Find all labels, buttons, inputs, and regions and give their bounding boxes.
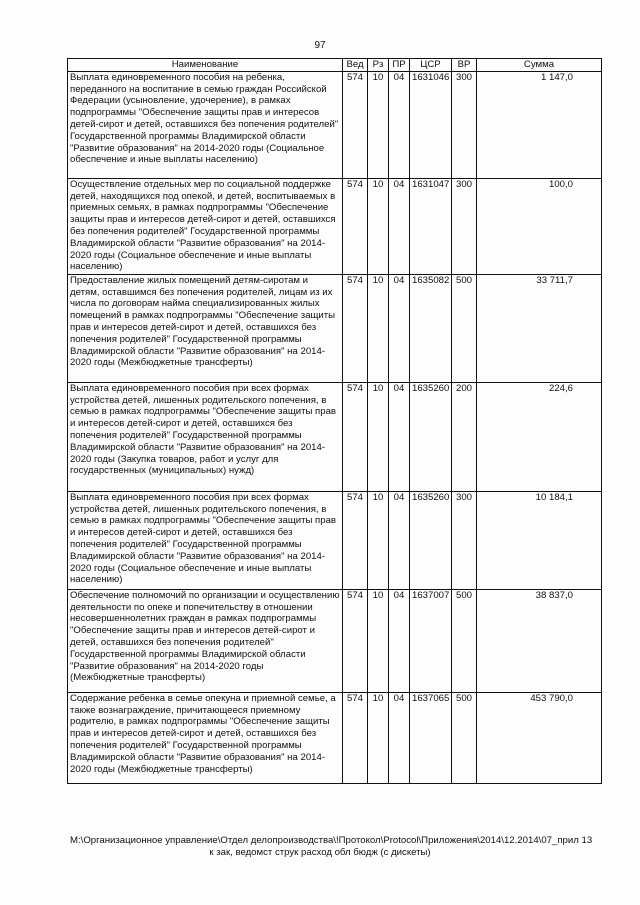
row-ved: 574	[343, 382, 368, 491]
header-vr: ВР	[452, 59, 477, 72]
row-vr: 500	[452, 692, 477, 783]
row-sum: 100,0	[477, 178, 602, 274]
row-ved: 574	[343, 274, 368, 382]
row-name: Осуществление отдельных мер по социальной поддержке детей, находящихся под опекой, и детей, воспитываемых в приемных семьях, в рамках подпрограммы "Обеспечение защиты прав и интересов детей-сирот и детей, оставшихся без попечения родителей" Государственной программы Владимирской области "Развитие образования" на 2014-2020 годы (Социальное обеспечение и иные выплаты населению)	[68, 178, 343, 274]
table-row	[68, 382, 602, 491]
row-csr: 1631046	[410, 71, 452, 178]
row-ved: 574	[343, 491, 368, 589]
row-name: Выплата единовременного пособия при всех формах устройства детей, лишенных родительского попечения, в семью в рамках подпрограммы "Обеспечение защиты прав и интересов детей-сирот и детей, оставшихся без попечения родителей" Государственной программы Владимирской области "Развитие образования" на 2014-2020 годы (Закупка товаров, работ и услуг для государственных (муниципальных) нужд)	[68, 382, 343, 491]
header-name: Наименование	[68, 59, 343, 72]
row-ved: 574	[343, 178, 368, 274]
row-name: Обеспечение полномочий по организации и осуществлению деятельности по опеке и попечительству в отношении несовершеннолетних граждан в рамках подпрограммы "Обеспечение защиты прав и интересов детей-сирот и детей, оставшихся без попечения родителей" Государственной программы Владимирской области "Развитие образования" на 2014-2020 годы (Межбюджетные трансферты)	[68, 589, 343, 692]
row-pr: 04	[389, 692, 410, 783]
row-rz: 10	[368, 71, 389, 178]
row-ved: 574	[343, 71, 368, 178]
row-pr: 04	[389, 71, 410, 178]
header-pr: ПР	[389, 59, 410, 72]
table-row	[68, 491, 602, 589]
table-row	[68, 589, 602, 692]
row-vr: 300	[452, 178, 477, 274]
budget-table	[67, 58, 602, 784]
row-pr: 04	[389, 382, 410, 491]
row-name: Предоставление жилых помещений детям-сиротам и детям, оставшимся без попечения родителей, лицам из их числа по договорам найма специализированных жилых помещений в рамках подпрограммы "Обеспечение защиты прав и интересов детей-сирот и детей, оставшихся без попечения родителей" Государственной программы Владимирской области "Развитие образования" на 2014-2020 годы (Межбюджетные трансферты)	[68, 274, 343, 382]
row-sum: 38 837,0	[477, 589, 602, 692]
row-rz: 10	[368, 178, 389, 274]
footer	[0, 835, 640, 859]
row-rz: 10	[368, 274, 389, 382]
row-sum: 1 147,0	[477, 71, 602, 178]
row-vr: 300	[452, 71, 477, 178]
row-sum: 10 184,1	[477, 491, 602, 589]
footer-file-path: M:\Организационное управление\Отдел делопроизводства\!Протокол\Protocol\Приложения\2014\12.2014\07_прил 13	[70, 835, 593, 846]
row-vr: 500	[452, 274, 477, 382]
row-name: Содержание ребенка в семье опекуна и приемной семье, а также вознаграждение, причитающееся приемному родителю, в рамках подпрограммы "Обеспечение защиты прав и интересов детей-сирот и детей, оставшихся без попечения родителей" Государственной программы Владимирской области "Развитие образования" на 2014-2020 годы (Межбюджетные трансферты)	[68, 692, 343, 783]
row-rz: 10	[368, 692, 389, 783]
row-name: Выплата единовременного пособия на ребенка, переданного на воспитание в семью граждан Российской Федерации (усыновление, удочерение), в рамках подпрограммы "Обеспечение защиты прав и интересов детей-сирот и детей, оставшихся без попечения родителей" Государственной программы Владимирской области "Развитие образования" на 2014-2020 годы (Социальное обеспечение и иные выплаты населению)	[68, 71, 343, 178]
row-csr: 1637007	[410, 589, 452, 692]
table-row	[68, 178, 602, 274]
page-number: 97	[314, 40, 326, 51]
row-csr: 1637065	[410, 692, 452, 783]
row-csr: 1631047	[410, 178, 452, 274]
header-ved: Вед	[343, 59, 368, 72]
table-row	[68, 274, 602, 382]
footer-file-description: к зак, ведомст струк расход обл бюдж (с дискеты)	[209, 847, 431, 858]
table-row	[68, 692, 602, 783]
row-vr: 500	[452, 589, 477, 692]
row-sum: 453 790,0	[477, 692, 602, 783]
row-name: Выплата единовременного пособия при всех формах устройства детей, лишенных родительского попечения, в семью в рамках подпрограммы "Обеспечение защиты прав и интересов детей-сирот и детей, оставшихся без попечения родителей" Государственной программы Владимирской области "Развитие образования" на 2014-2020 годы (Социальное обеспечение и иные выплаты населению)	[68, 491, 343, 589]
row-vr: 300	[452, 491, 477, 589]
header-csr: ЦСР	[410, 59, 452, 72]
table-row	[68, 71, 602, 178]
row-rz: 10	[368, 491, 389, 589]
row-sum: 33 711,7	[477, 274, 602, 382]
row-ved: 574	[343, 589, 368, 692]
row-pr: 04	[389, 274, 410, 382]
row-pr: 04	[389, 491, 410, 589]
row-ved: 574	[343, 692, 368, 783]
row-pr: 04	[389, 589, 410, 692]
header-sum: Сумма	[477, 59, 602, 72]
row-csr: 1635260	[410, 382, 452, 491]
row-vr: 200	[452, 382, 477, 491]
row-rz: 10	[368, 589, 389, 692]
row-csr: 1635260	[410, 491, 452, 589]
header-rz: Рз	[368, 59, 389, 72]
row-sum: 224,6	[477, 382, 602, 491]
header-row	[68, 59, 602, 72]
row-pr: 04	[389, 178, 410, 274]
row-csr: 1635082	[410, 274, 452, 382]
row-rz: 10	[368, 382, 389, 491]
